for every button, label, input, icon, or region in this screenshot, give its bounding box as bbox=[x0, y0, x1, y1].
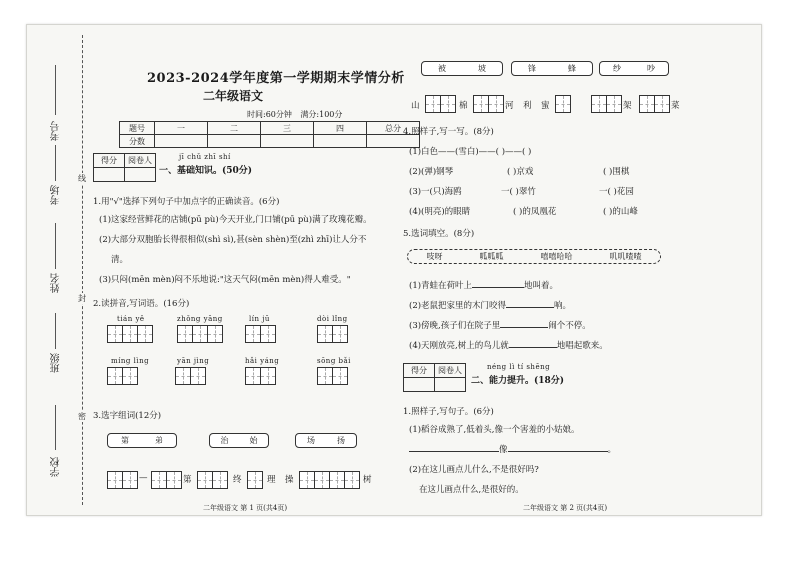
write-box[interactable] bbox=[317, 325, 333, 343]
r-word: 菜 bbox=[671, 101, 680, 111]
grader-score-cell[interactable] bbox=[404, 378, 435, 392]
side-label-class: 班级 bbox=[51, 353, 62, 373]
exam-subtitle: 二年级语文 bbox=[203, 89, 264, 103]
q5-word-bank bbox=[407, 249, 661, 264]
q4-line-4: (4)(明亮)的眼睛 bbox=[409, 207, 471, 217]
q4-line-2c: ( )围棋 bbox=[603, 167, 630, 177]
pair-char: 吵 bbox=[647, 64, 655, 73]
side-label-name: 姓名 bbox=[51, 273, 62, 293]
write-box[interactable] bbox=[488, 95, 504, 113]
side-fill-line bbox=[55, 405, 56, 450]
q3-word: 第 bbox=[183, 475, 192, 485]
seal-char-xian: 线 bbox=[78, 174, 86, 183]
fill-blank[interactable] bbox=[508, 451, 608, 452]
q3-word: 树 bbox=[363, 475, 372, 485]
grader-reviewer-label: 阅卷人 bbox=[435, 364, 466, 378]
exam-time: 时间:60分钟 bbox=[247, 110, 292, 119]
side-fill-line bbox=[55, 313, 56, 349]
q5-sentence-1: (1)青蛙在荷叶上 地叫着。 bbox=[409, 281, 559, 291]
word-bank-item: 吱呀 bbox=[426, 252, 443, 261]
section2-pinyin: néng lì tí shēng bbox=[487, 363, 551, 371]
score-cell[interactable] bbox=[208, 135, 261, 148]
q4-line-2: (2)(弹)钢琴 bbox=[409, 167, 454, 177]
q2-title: 2.读拼音,写词语。(16分) bbox=[93, 299, 190, 309]
write-box[interactable] bbox=[245, 367, 261, 385]
write-box[interactable] bbox=[591, 95, 607, 113]
q2-pinyin: tián yě bbox=[117, 315, 145, 323]
q3-char: 始 bbox=[249, 436, 258, 445]
q1-sentence-1: (1)这家经营鲜花的店铺(pū pù)今天开业,门口铺(pū pù)满了玫瑰花瓣。 bbox=[99, 215, 372, 225]
write-box[interactable] bbox=[639, 95, 655, 113]
q4-line-2b: ( )京戏 bbox=[507, 167, 534, 177]
write-box[interactable] bbox=[137, 325, 153, 343]
q4-line-4b: ( )的凤凰花 bbox=[513, 207, 557, 217]
q2-pinyin: dòi lǐng bbox=[317, 315, 348, 323]
fill-blank[interactable] bbox=[500, 327, 548, 328]
exam-full-score: 满分:100分 bbox=[300, 110, 343, 119]
fill-blank[interactable] bbox=[509, 347, 557, 348]
score-table bbox=[119, 121, 420, 148]
write-box[interactable] bbox=[107, 325, 123, 343]
write-box[interactable] bbox=[122, 367, 138, 385]
section1-pinyin: jī chǔ zhī shí bbox=[179, 153, 231, 161]
r-pair-1 bbox=[421, 61, 503, 76]
fill-blank[interactable] bbox=[506, 307, 554, 308]
write-box[interactable] bbox=[260, 325, 276, 343]
section2-title: 二、能力提升。(18分) bbox=[471, 376, 565, 386]
side-fill-line bbox=[55, 223, 56, 269]
score-table-score-row bbox=[120, 135, 420, 148]
q4-line-3: (3)一(只)海鸥 bbox=[409, 187, 462, 197]
q3-pair-2 bbox=[209, 433, 269, 448]
r-word: 棉 bbox=[459, 101, 468, 111]
grader-reviewer-cell[interactable] bbox=[435, 378, 466, 392]
q3-pair-1 bbox=[107, 433, 177, 448]
q1-sentence-2: (2)大部分双胞胎长得很相似(shì sì),甚(sèn shèn)至(zhì zhī)让人分不 bbox=[99, 235, 367, 245]
r-word: 利 bbox=[523, 101, 532, 111]
q3-char: 第 bbox=[121, 436, 129, 445]
q2-pinyin: sōng bǎi bbox=[317, 357, 351, 365]
r-word: 蜜 bbox=[541, 101, 550, 111]
score-header-cell: 四 bbox=[314, 122, 367, 135]
q6-title: 1.照样子,写句子。(6分) bbox=[403, 407, 494, 417]
q5-sentence-3: (3)傍晚,孩子们在院子里 闹个不停。 bbox=[409, 321, 591, 331]
r-word: 架 bbox=[623, 101, 632, 111]
score-header-cell: 二 bbox=[208, 122, 261, 135]
write-box[interactable] bbox=[332, 325, 348, 343]
q6-sentence-1: (1)稻谷成熟了,低着头,像一个害羞的小姑娘。 bbox=[409, 425, 580, 435]
q4-line-4c: ( )的山峰 bbox=[603, 207, 638, 217]
q5-sentence-2: (2)老鼠把家里的木门咬得 响。 bbox=[409, 301, 572, 311]
write-box[interactable] bbox=[107, 471, 123, 489]
q4-title: 4.照样子,写一写。(8分) bbox=[403, 127, 494, 137]
pair-char: 锋 bbox=[528, 64, 536, 73]
write-box[interactable] bbox=[175, 367, 191, 385]
q6-sentence-2: (2)在这儿画点儿什么,不是很好吗? bbox=[409, 465, 539, 475]
grader-score-label: 得分 bbox=[404, 364, 435, 378]
grader-score-cell[interactable] bbox=[94, 168, 125, 182]
score-cell[interactable] bbox=[155, 135, 208, 148]
score-cell[interactable] bbox=[261, 135, 314, 148]
q4-line-3b: 一( )翠竹 bbox=[501, 187, 536, 197]
word-bank-item: 叽叽喳喳 bbox=[609, 252, 642, 261]
q3-word: 操 bbox=[285, 475, 294, 485]
write-box[interactable] bbox=[245, 325, 261, 343]
score-row-label: 分数 bbox=[120, 135, 155, 148]
write-box[interactable] bbox=[555, 95, 571, 113]
grader-box-1 bbox=[93, 153, 156, 182]
q2-pinyin: lín jū bbox=[249, 315, 270, 323]
write-box[interactable] bbox=[192, 325, 208, 343]
write-box[interactable] bbox=[606, 95, 622, 113]
exam-sheet: 学校 班级 姓名 考场 考号 密 封 线 2023-2024学年度第一学期期末学情分析 二年级语文 时间:60分钟 满分:100分 题号 一 二 三 四 总分 分数 得分 阅卷人 jī chǔ zhī shí 一、基础知识。(50分) 1.用"√"选择下列句子中加点字的正确读音。(6分) (1)这家经营鲜花的店铺(pū pù)今天开业,门口铺(pū pù)满了玫瑰花瓣。 (2)大部分双胞胎长得很相似(shì sì),甚(sèn shèn)至(zhì zhī)让人分不 清。 (3)只闷(mēn mèn)闷不乐地说:"这天气闷(mēn mèn)得人难受。" 2.读拼音,写词语。(16分) tián yě zhǒng yāng lín jū dòi lǐng míng lìng yān jìng hǎi yáng sōng bǎi 3.选字组词(12分) 第 弟 治 始 场 扬 — 第 终 理 操 树 二年级语文 第 1 页(共4页) 被 坡 锋 蜂 纱 吵 山 棉 河 利 蜜 架 菜 4.照样子,写一写。(8分) (1)白色——(雪白)——( )——( ) (2)(弹)钢琴 ( )京戏 ( )围棋 (3)一(只)海鸥 一( )翠竹 一( )花园 (4)(明亮)的眼睛 ( )的凤凰花 ( )的山峰 5.选词填空。(8分) 吱呀 呱呱呱 嘻嘻哈哈 叽叽喳喳 (1)青蛙在荷叶上 地叫着。 (2)老鼠把家里的木门咬得 响。 (3)傍晚,孩子们在院子里 闹个不停。 (4)天刚放亮,树上的鸟儿就 地唱起歌来。 得分 阅卷人 néng lì tí shēng 二、能力提升。(18分) 1.照样子,写句子。(6分) (1)稻谷成熟了,低着头,像一个害羞的小姑娘。 像 。 (2)在这儿画点儿什么,不是很好吗? 在这儿画点什么,是很好的。 二年级语文 第 2 页(共4页) bbox=[26, 24, 762, 516]
side-label-number: 考号 bbox=[51, 121, 62, 141]
grader-reviewer-label: 阅卷人 bbox=[125, 154, 156, 168]
seal-char-feng: 封 bbox=[78, 294, 86, 303]
write-box[interactable] bbox=[440, 95, 456, 113]
write-box[interactable] bbox=[329, 471, 345, 489]
pair-char: 坡 bbox=[478, 64, 486, 73]
write-box[interactable] bbox=[473, 95, 489, 113]
write-box[interactable] bbox=[260, 367, 276, 385]
write-box[interactable] bbox=[314, 471, 330, 489]
score-header-cell: 一 bbox=[155, 122, 208, 135]
write-box[interactable] bbox=[122, 325, 138, 343]
q6-answer-1: 像 。 bbox=[409, 443, 616, 455]
q3-char: 扬 bbox=[337, 436, 345, 445]
footer-page-1: 二年级语文 第 1 页(共4页) bbox=[203, 504, 288, 512]
r-word: 山 bbox=[411, 101, 420, 111]
side-label-school: 学校 bbox=[51, 457, 62, 477]
pair-char: 被 bbox=[438, 64, 446, 73]
footer-page-2: 二年级语文 第 2 页(共4页) bbox=[523, 504, 608, 512]
score-header-cell: 总分 bbox=[367, 122, 420, 135]
side-fill-line bbox=[55, 145, 56, 181]
side-label-room: 考场 bbox=[51, 185, 62, 205]
q3-word: 终 bbox=[233, 475, 242, 485]
write-box[interactable] bbox=[166, 471, 182, 489]
write-box[interactable] bbox=[299, 471, 315, 489]
word-bank-item: 呱呱呱 bbox=[479, 252, 504, 261]
q4-line-3c: 一( )花园 bbox=[599, 187, 634, 197]
write-box[interactable] bbox=[332, 367, 348, 385]
q1-title: 1.用"√"选择下列句子中加点字的正确读音。(6分) bbox=[93, 197, 280, 207]
fill-blank[interactable] bbox=[472, 287, 524, 288]
q2-pinyin: zhǒng yāng bbox=[177, 315, 223, 323]
q5-title: 5.选词填空。(8分) bbox=[403, 229, 475, 239]
write-box[interactable] bbox=[107, 367, 123, 385]
word-bank-item: 嘻嘻哈哈 bbox=[540, 252, 573, 261]
q3-word: 理 bbox=[267, 475, 276, 485]
q3-pair-3 bbox=[295, 433, 357, 448]
q6-sentence-2b: 在这儿画点什么,是很好的。 bbox=[419, 485, 524, 495]
write-box[interactable] bbox=[344, 471, 360, 489]
seal-char-mi: 密 bbox=[78, 412, 86, 421]
q2-pinyin: yān jìng bbox=[177, 357, 210, 365]
q5-sentence-4: (4)天刚放亮,树上的鸟儿就 地唱起歌来。 bbox=[409, 341, 608, 351]
grader-box-2 bbox=[403, 363, 466, 392]
q3-char: 弟 bbox=[155, 436, 163, 445]
write-box[interactable] bbox=[151, 471, 167, 489]
r-pair-3 bbox=[599, 61, 669, 76]
write-box[interactable] bbox=[207, 325, 223, 343]
write-box[interactable] bbox=[190, 367, 206, 385]
score-header-cell: 题号 bbox=[120, 122, 155, 135]
pair-char: 纱 bbox=[613, 64, 621, 73]
q3-char: 治 bbox=[220, 436, 229, 445]
q2-pinyin: hǎi yáng bbox=[245, 357, 280, 365]
write-box[interactable] bbox=[122, 471, 138, 489]
write-box[interactable] bbox=[654, 95, 670, 113]
q2-pinyin: míng lìng bbox=[111, 357, 150, 365]
grader-reviewer-cell[interactable] bbox=[125, 168, 156, 182]
write-box[interactable] bbox=[197, 471, 213, 489]
write-box[interactable] bbox=[317, 367, 333, 385]
q3-char: 场 bbox=[307, 436, 315, 445]
score-table-header-row bbox=[120, 122, 420, 135]
grader-score-label: 得分 bbox=[94, 154, 125, 168]
fill-blank[interactable] bbox=[409, 451, 499, 452]
write-box[interactable] bbox=[212, 471, 228, 489]
write-box[interactable] bbox=[177, 325, 193, 343]
write-box[interactable] bbox=[247, 471, 263, 489]
seal-line bbox=[82, 35, 83, 505]
exam-title: 2023-2024学年度第一学期期末学情分析 bbox=[147, 71, 405, 86]
side-fill-line bbox=[55, 65, 56, 115]
r-pair-2 bbox=[511, 61, 593, 76]
r-word: 河 bbox=[505, 101, 514, 111]
q1-sentence-3: (3)只闷(mēn mèn)闷不乐地说:"这天气闷(mēn mèn)得人难受。" bbox=[99, 275, 351, 285]
exam-meta bbox=[247, 109, 342, 120]
pair-char: 蜂 bbox=[568, 64, 576, 73]
q3-title: 3.选字组词(12分) bbox=[93, 411, 162, 421]
q4-line-1: (1)白色——(雪白)——( )——( ) bbox=[409, 147, 532, 157]
score-cell[interactable] bbox=[314, 135, 367, 148]
q1-sentence-2b: 清。 bbox=[111, 255, 129, 265]
section1-title: 一、基础知识。(50分) bbox=[159, 166, 253, 176]
score-header-cell: 三 bbox=[261, 122, 314, 135]
write-box[interactable] bbox=[425, 95, 441, 113]
